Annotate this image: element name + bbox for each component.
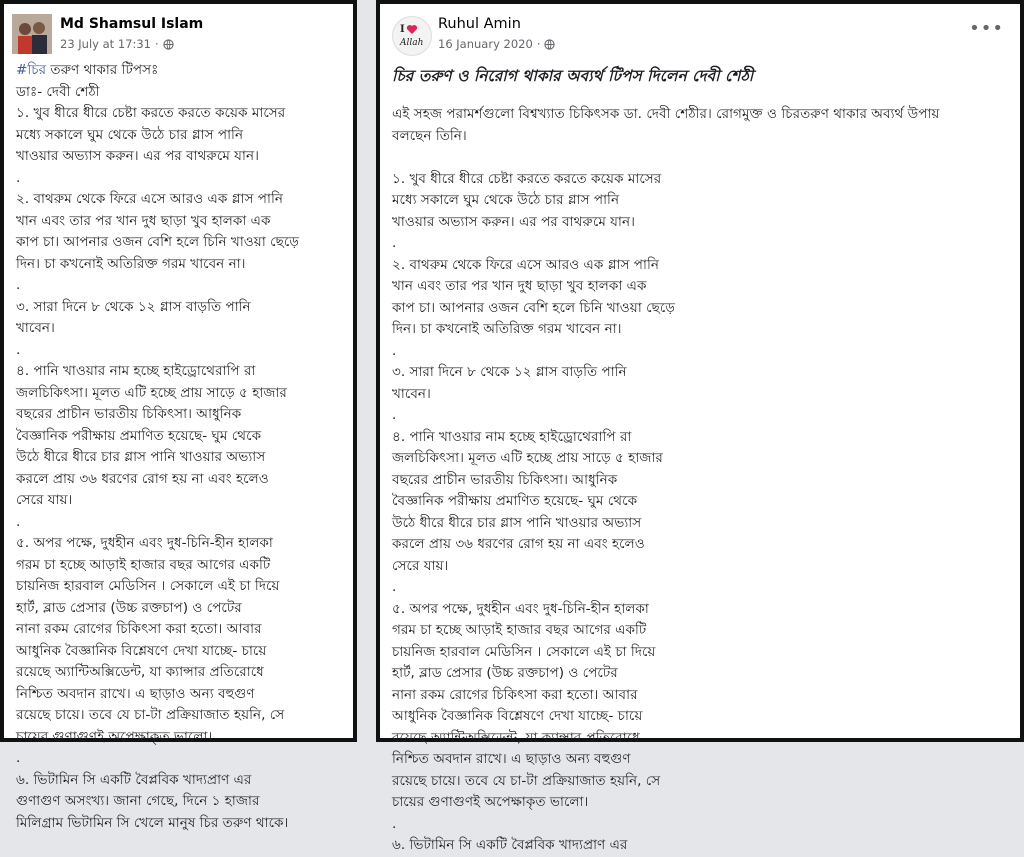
globe-icon — [163, 39, 174, 50]
author-name[interactable]: Md Shamsul Islam — [60, 16, 204, 32]
post-meta — [438, 37, 555, 51]
doctor-line: ডাঃ- দেবী শেঠী — [16, 83, 100, 100]
headline-text: তরুণ থাকার টিপসঃ — [46, 62, 159, 78]
post-header — [380, 4, 1020, 60]
allah-logo-icon — [393, 17, 431, 55]
post-title: চির তরুণ ও নিরোগ থাকার অব্যর্থ টিপস দিলেন দেবী শেঠী — [392, 67, 754, 85]
author-name[interactable]: Ruhul Amin — [438, 16, 521, 32]
avatar-text: Allah — [400, 38, 424, 48]
post-body — [4, 60, 353, 834]
meta-separator: · — [154, 37, 159, 51]
post-intro: এই সহজ পরামর্শগুলো বিশ্বখ্যাত চিকিৎসক ডা. দেবী শেঠীর। রোগমুক্ত ও চিরতরুণ থাকার অব্যর্থ উপায় বলছেন তিনি। — [392, 106, 940, 144]
avatar[interactable] — [392, 16, 432, 56]
post-header — [4, 4, 353, 60]
more-options-icon[interactable]: ••• — [969, 18, 1004, 39]
post-body — [380, 104, 1020, 857]
svg-text:I: I — [400, 24, 405, 35]
post-timestamp[interactable]: 16 January 2020 — [438, 37, 533, 51]
post-timestamp[interactable]: 23 July at 17:31 — [60, 37, 151, 51]
avatar[interactable] — [12, 14, 52, 54]
avatar-photo-icon — [12, 14, 52, 54]
globe-icon — [544, 39, 555, 50]
meta-separator: · — [536, 37, 541, 51]
post-body-text: ১. খুব ধীরে ধীরে চেষ্টা করতে করতে কয়েক মাসের মধ্যে সকালে ঘুম থেকে উঠে চার গ্লাস পানি খাওয়ার অভ্যাস করুন। এর পর বাথরুমে যান। . ২. বাথরুম থেকে ফিরে এসে আরও এক গ্লাস পানি খান এবং তার পর খান দুধ ছাড়া খুব হালকা এক কাপ চা। আপনার ওজন বেশি হলে চিনি খাওয়া ছেড়ে দিন। চা কখনোই অতিরিক্ত গরম খাবেন না। . ৩. সারা দিনে ৮ থেকে ১২ গ্লাস বাড়তি পানি খাবেন। . ৪. পানি খাওয়ার নাম হচ্ছে হাইড্রোথেরাপি রা জলচিকিৎসা। মূলত এটি হচ্ছে প্রায় সাড়ে ৫ হাজার বছরের প্রাচীন ভারতীয় চিকিৎসা। আধুনিক বৈজ্ঞানিক পরীক্ষায় প্রমাণিত হয়েছে- ঘুম থেকে উঠে ধীরে ধীরে চার গ্লাস পানি খাওয়ার অভ্যাস করলে প্রায় ৩৬ ধরণের রোগ হয় না এবং হলেও সেরে যায়। . ৫. অপর পক্ষে, দুধহীন এবং দুধ-চিনি-হীন হালকা গরম চা হচ্ছে আড়াই হাজার বছর আগের একটি চায়নিজ হারবাল মেডিসিন । সেকালে এই চা দিয়ে হার্ট, ব্লাড প্রেসার (উচ্চ রক্তচাপ) ও পেটের নানা রকম রোগের চিকিৎসা করা হতো। আবার আধুনিক বৈজ্ঞানিক বিশ্লেষণে দেখা যাচ্ছে- চায়ে রয়েছে অ্যান্টিঅক্সিডেন্ট, যা ক্যান্সার প্রতিরোধে নিশ্চিত অবদান রাখে। এ ছাড়াও অন্য বহুগুণ রয়েছে চায়ে। তবে যে চা-টা প্রক্রিয়াজাত হয়নি, সে চায়ের গুণাগুণই অপেক্ষাকৃত ভালো। . ৬. ভিটামিন সি একটি বৈপ্লবিক খাদ্যপ্রাণ এর — [392, 170, 676, 853]
post-body-text: ১. খুব ধীরে ধীরে চেষ্টা করতে করতে কয়েক মাসের মধ্যে সকালে ঘুম থেকে উঠে চার গ্লাস পানি খাওয়ার অভ্যাস করুন। এর পর বাথরুমে যান। . ২. বাথরুম থেকে ফিরে এসে আরও এক গ্লাস পানি খান এবং তার পর খান দুধ ছাড়া খুব হালকা এক কাপ চা। আপনার ওজন বেশি হলে চিনি খাওয়া ছেড়ে দিন। চা কখনোই অতিরিক্ত গরম খাবেন না। . ৩. সারা দিনে ৮ থেকে ১২ গ্লাস বাড়তি পানি খাবেন। . ৪. পানি খাওয়ার নাম হচ্ছে হাইড্রোথেরাপি রা জলচিকিৎসা। মূলত এটি হচ্ছে প্রায় সাড়ে ৫ হাজার বছরের প্রাচীন ভারতীয় চিকিৎসা। আধুনিক বৈজ্ঞানিক পরীক্ষায় প্রমাণিত হয়েছে- ঘুম থেকে উঠে ধীরে ধীরে চার গ্লাস পানি খাওয়ার অভ্যাস করলে প্রায় ৩৬ ধরণের রোগ হয় না এবং হলেও সেরে যায়। . ৫. অপর পক্ষে, দুধহীন এবং দুধ-চিনি-হীন হালকা গরম চা হচ্ছে আড়াই হাজার বছর আগের একটি চায়নিজ হারবাল মেডিসিন । সেকালে এই চা দিয়ে হার্ট, ব্লাড প্রেসার (উচ্চ রক্তচাপ) ও পেটের নানা রকম রোগের চিকিৎসা করা হতো। আবার আধুনিক বৈজ্ঞানিক বিশ্লেষণে দেখা যাচ্ছে- চায়ে রয়েছে অ্যান্টিঅক্সিডেন্ট, যা ক্যান্সার প্রতিরোধে নিশ্চিত অবদান রাখে। এ ছাড়াও অন্য বহুগুণ রয়েছে চায়ে। তবে যে চা-টা প্রক্রিয়াজাত হয়নি, সে চায়ের গুণাগুণই অপেক্ষাকৃত ভালো। . ৬. ভিটামিন সি একটি বৈপ্লবিক খাদ্যপ্রাণ এর গুণাগুণ অসংখ্য। জানা গেছে, দিনে ১ হাজার মিলিগ্রাম ভিটামিন সি খেলে মানুষ চির তরুণ থাকে। — [16, 105, 300, 831]
right-post-screenshot — [376, 0, 1024, 853]
left-post-screenshot — [0, 0, 357, 831]
hashtag-link[interactable]: #চির — [16, 62, 47, 78]
headline-line — [16, 60, 345, 82]
post-meta — [60, 37, 174, 51]
